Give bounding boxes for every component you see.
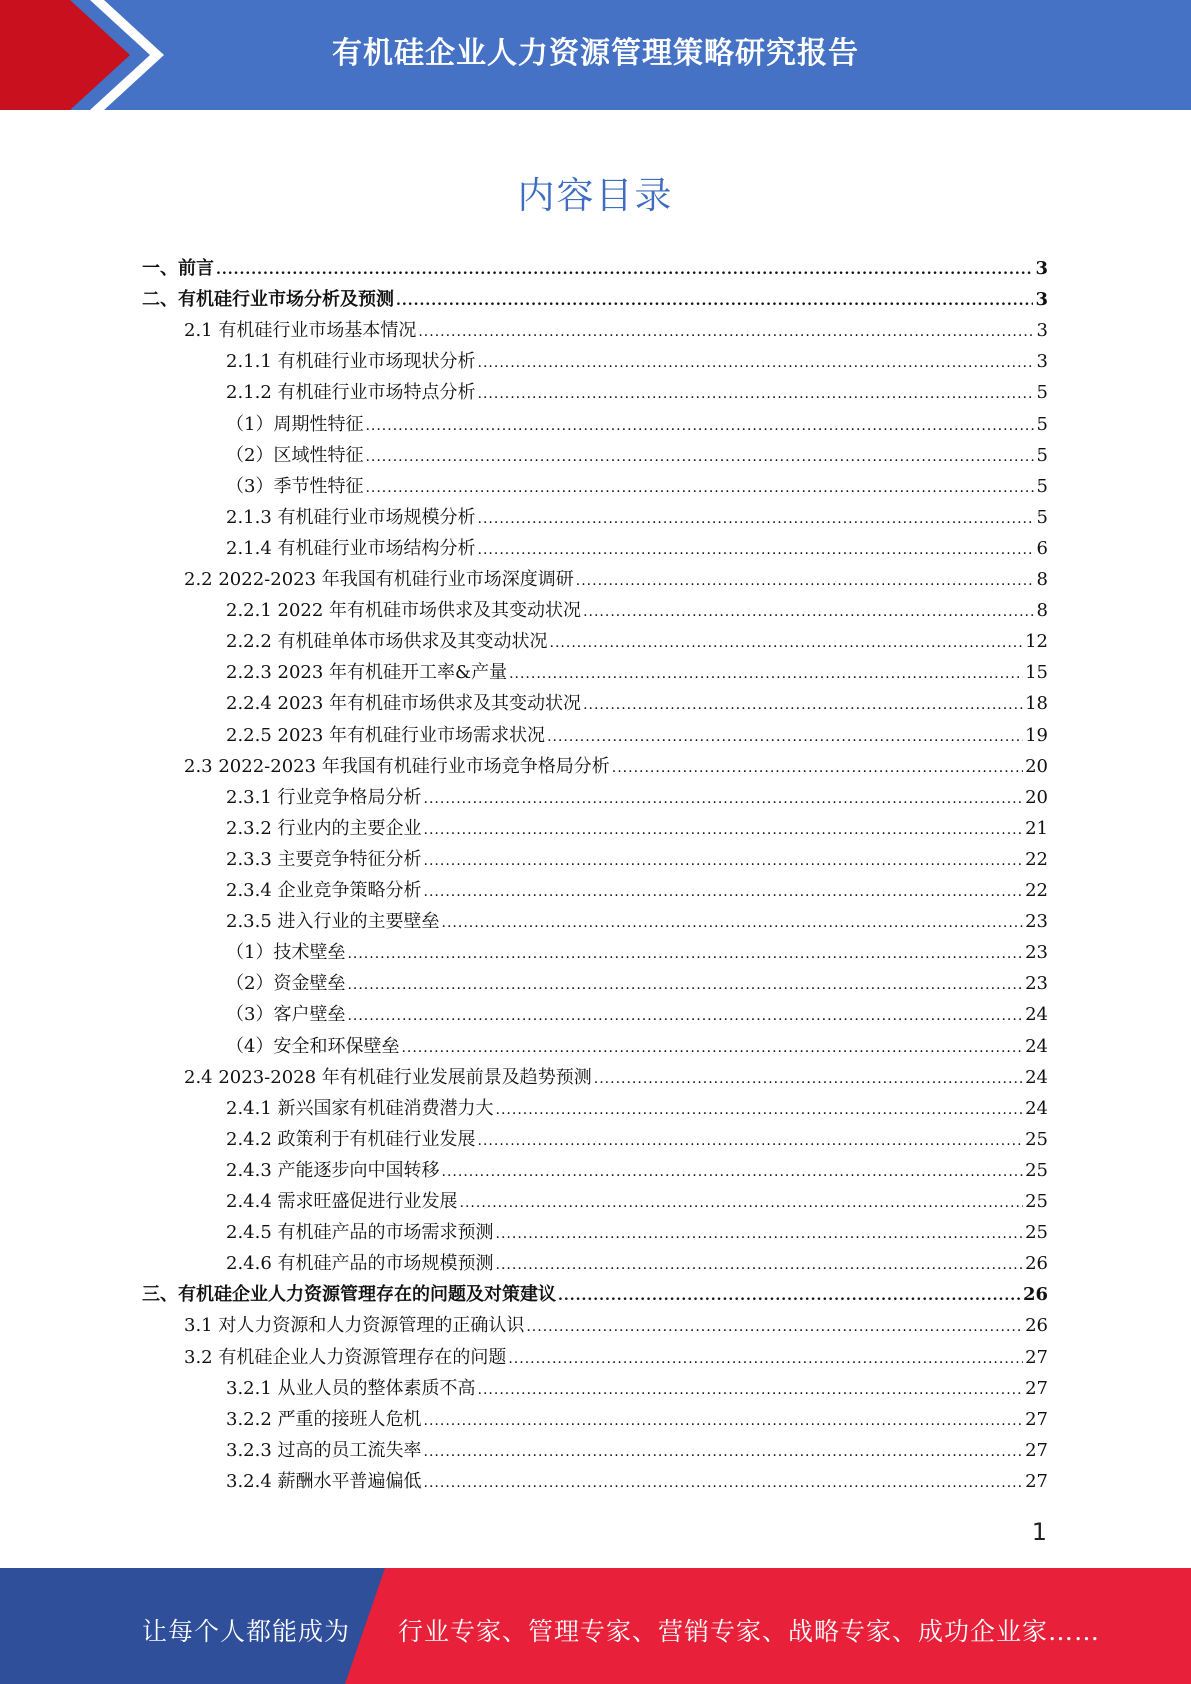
- toc-entry-label: 2.2 2022-2023 年我国有机硅行业市场深度调研: [184, 569, 574, 590]
- toc-entry[interactable]: [226, 968, 1048, 999]
- toc-dot-leader: [508, 1344, 1023, 1375]
- toc-entry-label: 2.3 2022-2023 年我国有机硅行业市场竞争格局分析: [184, 755, 610, 777]
- toc-entry-page: 27: [1025, 1346, 1048, 1368]
- toc-entry-page: 12: [1025, 631, 1048, 653]
- toc-entry[interactable]: [226, 657, 1048, 688]
- toc-entry-page: 3: [1035, 289, 1048, 311]
- toc-entry[interactable]: [226, 999, 1048, 1030]
- toc-dot-leader: [424, 1406, 1024, 1437]
- toc-dot-leader: [547, 722, 1023, 753]
- toc-dot-leader: [442, 908, 1024, 939]
- toc-entry-page: 21: [1025, 817, 1048, 839]
- toc-entry-page: 24: [1025, 1035, 1048, 1057]
- toc-entry-page: 3: [1035, 258, 1048, 279]
- toc-dot-leader: [442, 1157, 1024, 1188]
- toc-entry[interactable]: [226, 1248, 1048, 1279]
- toc-entry-page: 5: [1036, 382, 1048, 404]
- toc-dot-leader: [478, 348, 1035, 379]
- toc-entry-page: 20: [1025, 755, 1048, 777]
- toc-entry-page: 23: [1025, 911, 1048, 933]
- toc-entry-page: 22: [1025, 880, 1048, 901]
- toc-entry[interactable]: [184, 315, 1048, 346]
- toc-entry-page: 15: [1025, 662, 1048, 684]
- toc-dot-leader: [424, 1437, 1024, 1468]
- toc-entry-label: 三、有机硅企业人力资源管理存在的问题及对策建议: [142, 1284, 556, 1306]
- toc-entry-label: （3）季节性特征: [226, 475, 364, 497]
- toc-entry-label: 2.1.3 有机硅行业市场规模分析: [226, 506, 476, 528]
- footer-slogan-left: 让每个人都能成为: [142, 1617, 351, 1646]
- toc-entry-page: 27: [1025, 1470, 1048, 1492]
- toc-entry[interactable]: [184, 564, 1048, 595]
- toc-dot-leader: [424, 784, 1024, 815]
- toc-entry-label: 2.2.5 2023 年有机硅行业市场需求状况: [226, 724, 546, 746]
- toc-entry-label: 2.3.1 行业竞争格局分析: [226, 786, 422, 808]
- toc-entry[interactable]: [226, 377, 1048, 408]
- toc-dot-leader: [478, 1375, 1024, 1406]
- toc-entry[interactable]: [226, 1186, 1048, 1217]
- toc-entry-page: 27: [1025, 1377, 1048, 1399]
- toc-entry[interactable]: [226, 1031, 1048, 1062]
- toc-dot-leader: [583, 690, 1023, 721]
- toc-entry[interactable]: [142, 253, 1048, 284]
- toc-heading: 内容目录: [517, 174, 674, 217]
- toc-entry-page: 24: [1025, 1066, 1048, 1088]
- toc-entry-page: 25: [1025, 1222, 1048, 1244]
- toc-dot-leader: [612, 753, 1023, 784]
- toc-entry-label: 3.1 对人力资源和人力资源管理的正确认识: [184, 1315, 525, 1337]
- toc-entry-label: 2.2.2 有机硅单体市场供求及其变动状况: [226, 631, 548, 653]
- toc-entry-label: 3.2.2 严重的接班人危机: [226, 1408, 422, 1430]
- toc-dot-leader: [509, 659, 1023, 690]
- toc-dot-leader: [526, 1312, 1023, 1343]
- toc-entry-page: 5: [1036, 506, 1048, 528]
- toc-entry-page: 24: [1025, 1097, 1048, 1119]
- toc-entry[interactable]: [226, 409, 1048, 440]
- toc-entry-label: 3.2.4 薪酬水平普遍偏低: [226, 1470, 422, 1492]
- toc-dot-leader: [496, 1095, 1024, 1126]
- toc-entry-label: 2.4.2 政策利于有机硅行业发展: [226, 1128, 476, 1150]
- toc-entry[interactable]: [226, 1404, 1048, 1435]
- toc-entry-label: （3）客户壁垒: [226, 1004, 346, 1026]
- footer-slogan-right: 行业专家、管理专家、营销专家、战略专家、成功企业家……: [398, 1617, 1101, 1646]
- toc-dot-leader: [460, 1188, 1024, 1219]
- toc-entry-label: 2.2.1 2022 年有机硅市场供求及其变动状况: [226, 600, 582, 622]
- toc-entry-label: 2.1 有机硅行业市场基本情况: [184, 320, 417, 342]
- toc-entry-label: 2.3.5 进入行业的主要壁垒: [226, 911, 440, 933]
- toc-entry[interactable]: [226, 1435, 1048, 1466]
- toc-entry[interactable]: [226, 1466, 1048, 1497]
- toc-entry[interactable]: [226, 782, 1048, 813]
- toc-entry-label: 2.2.3 2023 年有机硅开工率&产量: [226, 662, 508, 684]
- toc-dot-leader: [347, 970, 1023, 1001]
- toc-entry-label: 3.2.3 过高的员工流失率: [226, 1439, 422, 1461]
- toc-dot-leader: [496, 1219, 1024, 1250]
- toc-entry-label: 2.4.6 有机硅产品的市场规模预测: [226, 1253, 494, 1275]
- toc-entry[interactable]: [226, 875, 1048, 906]
- toc-entry[interactable]: [226, 502, 1048, 533]
- toc-dot-leader: [347, 939, 1023, 970]
- toc-entry-page: 27: [1025, 1439, 1048, 1461]
- toc-entry-label: 2.4.3 产能逐步向中国转移: [226, 1159, 440, 1181]
- toc-entry-page: 24: [1025, 1004, 1048, 1026]
- toc-entry-page: 5: [1036, 475, 1048, 497]
- toc-entry[interactable]: [226, 1093, 1048, 1124]
- toc-entry-label: 二、有机硅行业市场分析及预测: [142, 289, 394, 311]
- toc-entry-page: 26: [1025, 1253, 1048, 1275]
- toc-entry[interactable]: [184, 1062, 1048, 1093]
- toc-dot-leader: [418, 317, 1034, 348]
- report-footer: [0, 1568, 1191, 1684]
- toc-entry[interactable]: [226, 813, 1048, 844]
- toc-entry-label: 2.2.4 2023 年有机硅市场供求及其变动状况: [226, 693, 582, 715]
- toc-entry-page: 22: [1025, 848, 1048, 870]
- toc-entry[interactable]: [226, 471, 1048, 502]
- report-header: [0, 0, 1191, 110]
- toc-dot-leader: [347, 1001, 1023, 1032]
- toc-entry-page: 23: [1025, 942, 1048, 964]
- toc-dot-leader: [550, 628, 1024, 659]
- toc-dot-leader: [365, 411, 1034, 442]
- toc-entry[interactable]: [226, 688, 1048, 719]
- toc-dot-leader: [401, 1033, 1023, 1064]
- toc-entry-label: 一、前言: [142, 258, 214, 279]
- toc-entry-page: 3: [1036, 320, 1048, 342]
- toc-dot-leader: [478, 379, 1035, 410]
- toc-dot-leader: [558, 1281, 1021, 1312]
- toc-entry-label: 2.3.3 主要竞争特征分析: [226, 848, 422, 870]
- toc-entry-label: （1）技术壁垒: [226, 942, 346, 964]
- toc-dot-leader: [583, 597, 1034, 628]
- toc-entry-page: 3: [1036, 351, 1048, 373]
- toc-dot-leader: [365, 473, 1034, 504]
- toc-entry-label: 2.4.5 有机硅产品的市场需求预测: [226, 1222, 494, 1244]
- toc-entry[interactable]: [226, 595, 1048, 626]
- toc-entry-label: （2）区域性特征: [226, 444, 364, 466]
- toc-dot-leader: [478, 1126, 1024, 1157]
- toc-entry-page: 26: [1022, 1284, 1048, 1306]
- toc-dot-leader: [365, 442, 1034, 473]
- toc-entry-page: 25: [1025, 1191, 1048, 1212]
- toc-entry-label: 2.1.1 有机硅行业市场现状分析: [226, 351, 476, 373]
- toc-entry-label: 2.3.4 企业竞争策略分析: [226, 880, 422, 901]
- toc-dot-leader: [594, 1064, 1023, 1095]
- toc-entry-page: 8: [1036, 569, 1048, 590]
- toc-entry[interactable]: [226, 1124, 1048, 1155]
- toc-entry-label: 2.4 2023-2028 年有机硅行业发展前景及趋势预测: [184, 1066, 592, 1088]
- toc-entry-page: 25: [1025, 1128, 1048, 1150]
- toc-entry-page: 25: [1025, 1159, 1048, 1181]
- toc-entry-label: （1）周期性特征: [226, 413, 364, 435]
- toc-entry-label: 2.1.2 有机硅行业市场特点分析: [226, 382, 476, 404]
- toc-entry-label: 3.2 有机硅企业人力资源管理存在的问题: [184, 1346, 507, 1368]
- toc-entry-label: 3.2.1 从业人员的整体素质不高: [226, 1377, 476, 1399]
- toc-entry[interactable]: [142, 1279, 1048, 1310]
- toc-entry-label: 2.4.1 新兴国家有机硅消费潜力大: [226, 1097, 494, 1119]
- toc-dot-leader: [216, 255, 1033, 286]
- toc-entry-page: 19: [1025, 724, 1048, 746]
- toc-entry-page: 8: [1036, 600, 1048, 622]
- toc-dot-leader: [576, 566, 1035, 597]
- toc-dot-leader: [478, 535, 1035, 566]
- toc-entry[interactable]: [226, 626, 1048, 657]
- toc-entry[interactable]: [226, 906, 1048, 937]
- report-title: 有机硅企业人力资源管理策略研究报告: [332, 36, 859, 71]
- toc-entry[interactable]: [226, 1155, 1048, 1186]
- toc-entry[interactable]: [226, 844, 1048, 875]
- toc-entry-label: （4）安全和环保壁垒: [226, 1035, 400, 1057]
- toc-dot-leader: [424, 877, 1024, 908]
- toc-entry[interactable]: [226, 1373, 1048, 1404]
- toc-entry[interactable]: [226, 346, 1048, 377]
- toc-dot-leader: [424, 1468, 1024, 1499]
- toc-entry-label: （2）资金壁垒: [226, 973, 346, 995]
- page-number: 1: [1031, 1518, 1047, 1546]
- toc-entry[interactable]: [226, 533, 1048, 564]
- toc-dot-leader: [478, 504, 1035, 535]
- toc-entry-page: 18: [1025, 693, 1048, 715]
- toc-entry-page: 5: [1036, 444, 1048, 466]
- toc-dot-leader: [424, 815, 1024, 846]
- toc-dot-leader: [396, 286, 1033, 317]
- toc-entry[interactable]: [226, 440, 1048, 471]
- toc-entry-page: 27: [1025, 1408, 1048, 1430]
- toc-dot-leader: [496, 1250, 1024, 1281]
- toc-entry-page: 6: [1036, 537, 1048, 559]
- toc-entry[interactable]: [226, 720, 1048, 751]
- toc-entry[interactable]: [142, 284, 1048, 315]
- toc-entry[interactable]: [226, 1217, 1048, 1248]
- toc-entry-label: 2.3.2 行业内的主要企业: [226, 817, 422, 839]
- toc-entry[interactable]: [226, 937, 1048, 968]
- toc-entry-page: 23: [1025, 973, 1048, 995]
- toc-entry[interactable]: [184, 1310, 1048, 1341]
- toc-entry-label: 2.4.4 需求旺盛促进行业发展: [226, 1191, 458, 1212]
- toc-entry-label: 2.1.4 有机硅行业市场结构分析: [226, 537, 476, 559]
- toc-entry-page: 26: [1025, 1315, 1048, 1337]
- toc-entry[interactable]: [184, 1342, 1048, 1373]
- toc-entry[interactable]: [184, 751, 1048, 782]
- toc-entry-page: 20: [1025, 786, 1048, 808]
- toc-entry-page: 5: [1036, 413, 1048, 435]
- toc-dot-leader: [424, 846, 1024, 877]
